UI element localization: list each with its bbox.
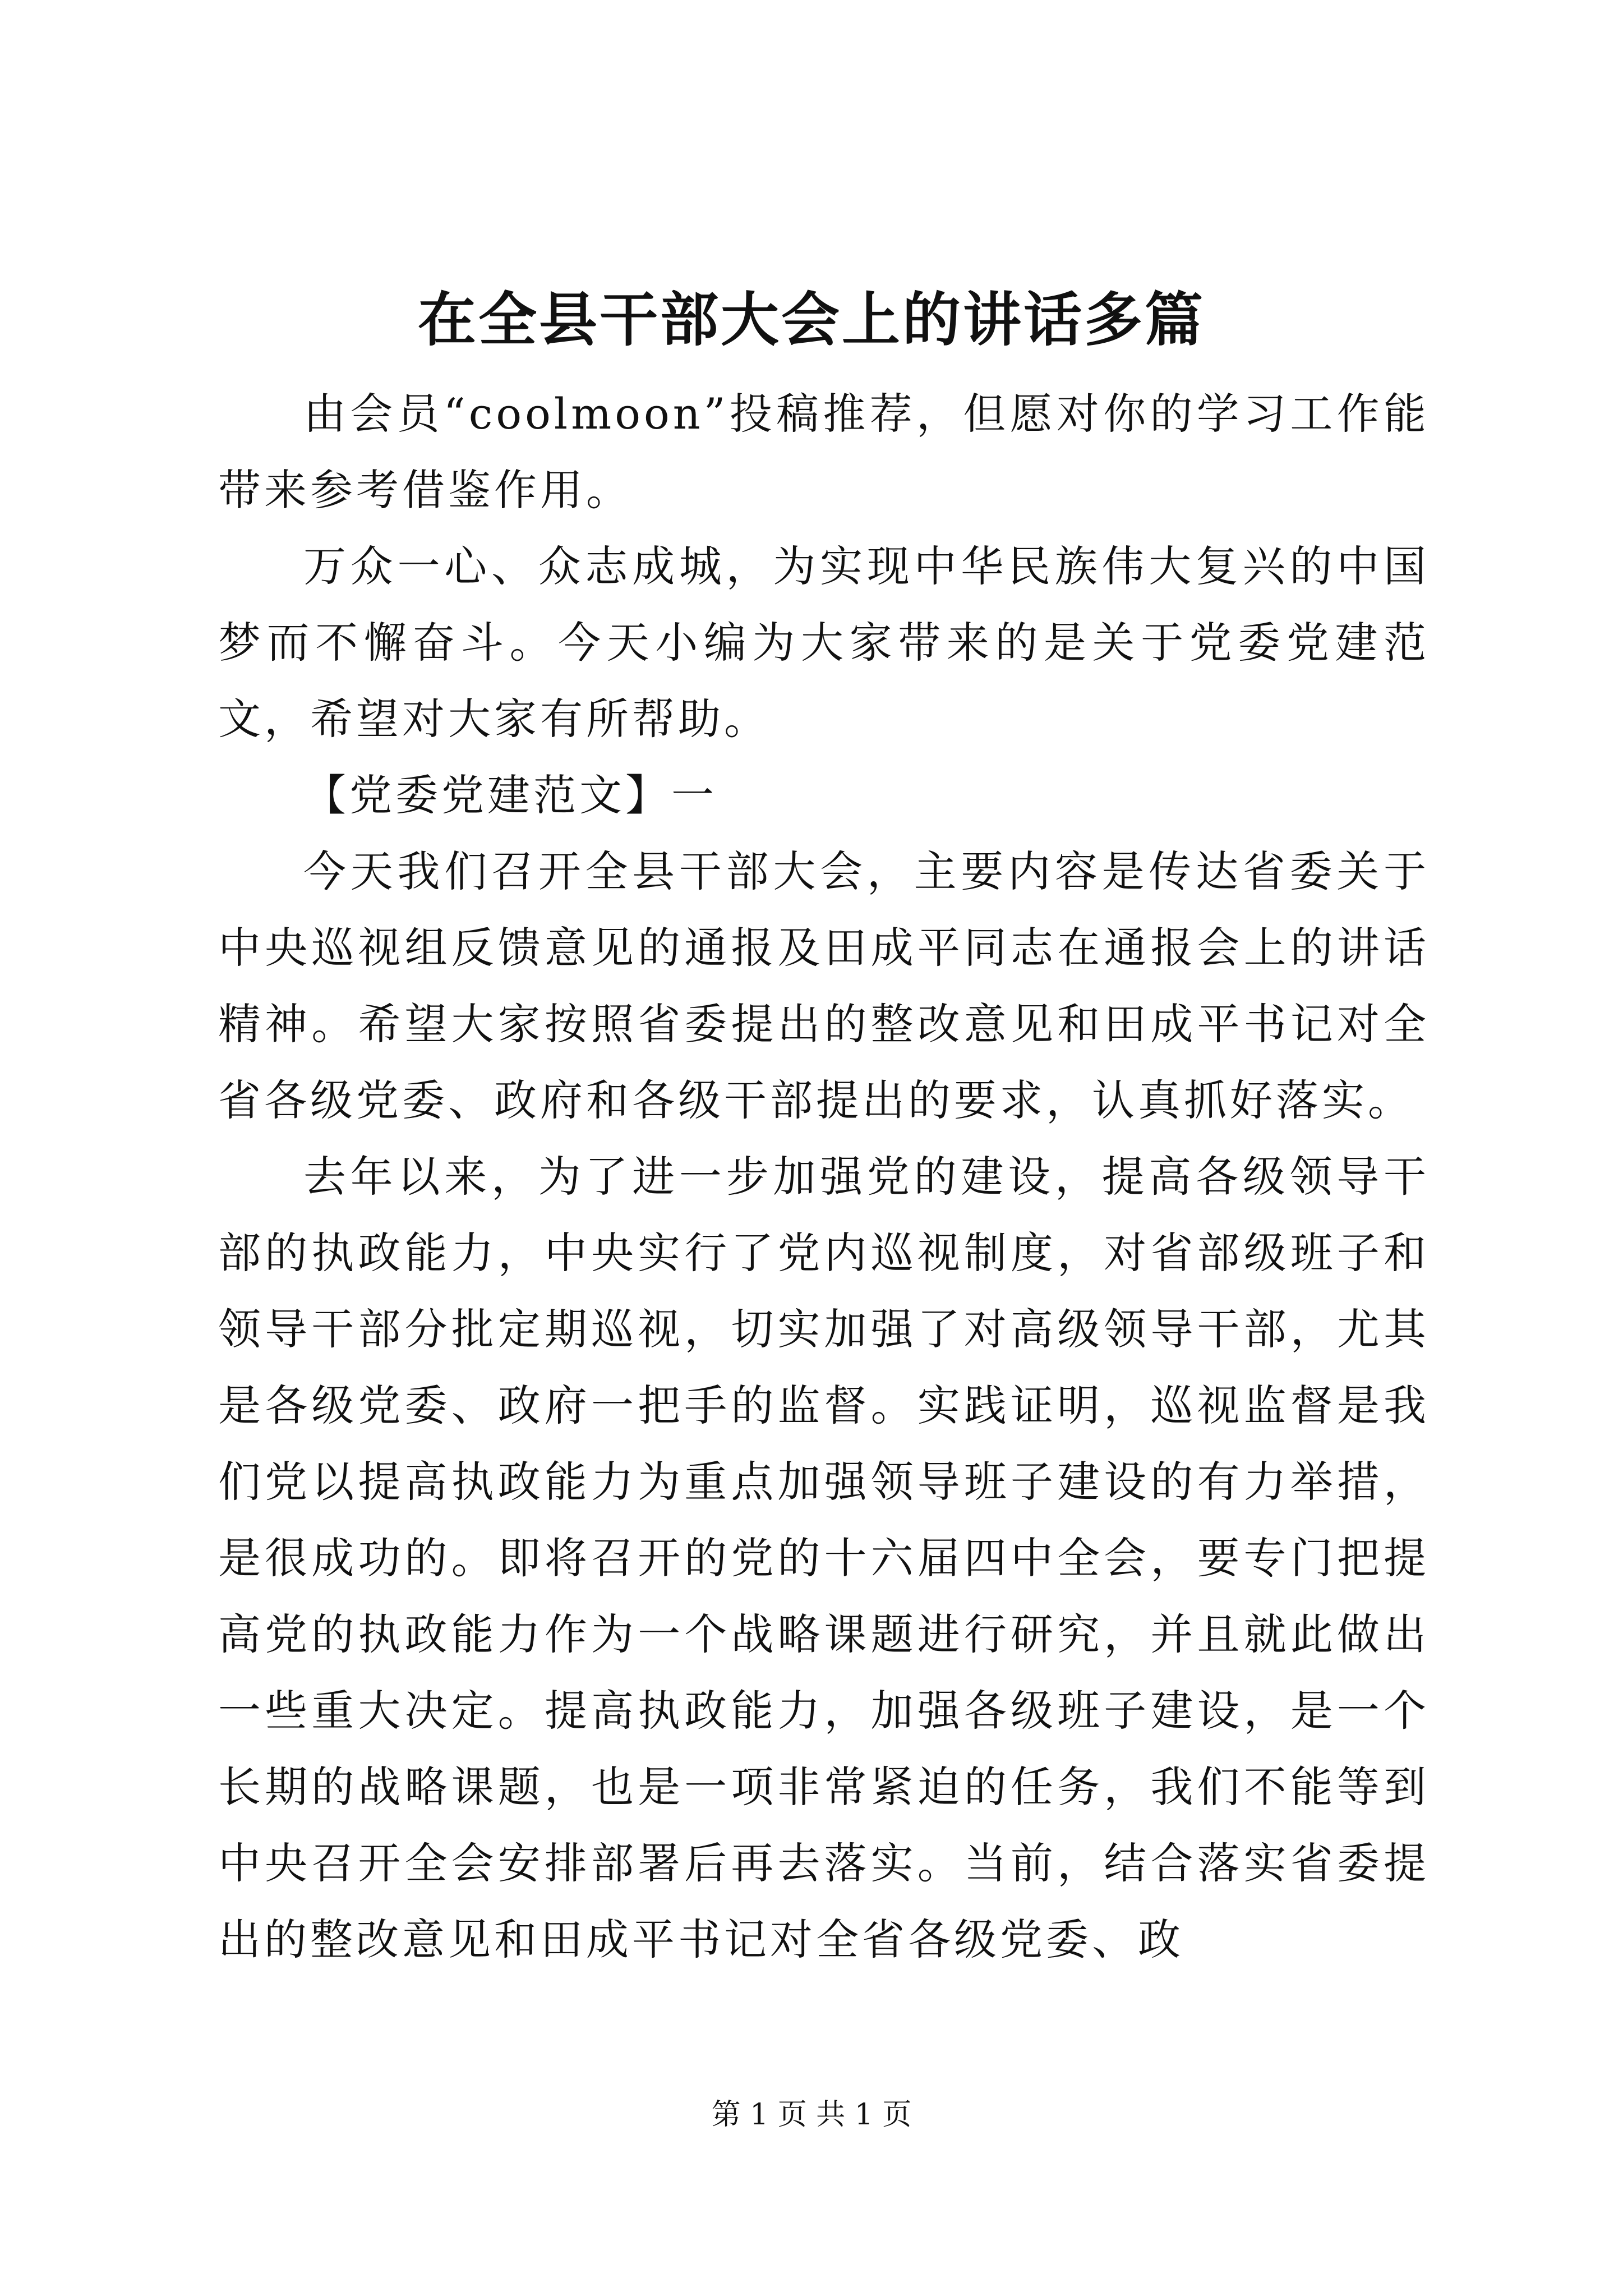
page-footer: 第 1 页 共 1 页 [711,2098,912,2132]
paragraph-inspection: 去年以来，为了进一步加强党的建设，提高各级领导干部的执政能力，中央实行了党内巡视制度，对省部级班子和领导干部分批定期巡视，切实加强了对高级领导干部，尤其是各级党委、政府一把手的监督。实践证明，巡视监督是我们党以提高执政能力为重点加强领导班子建设的有力举措，是很成功的。即将召开的党的十六届四中全会，要专门把提高党的执政能力作为一个战略课题进行研究，并且就此做出一些重大决定。提高执政能力，加强各级班子建设，是一个长期的战略课题，也是一项非常紧迫的任务，我们不能等到中央召开全会安排部署后再去落实。当前，结合落实省委提出的整改意见和田成平书记对全省各级党委、政 [218,1152,1430,1964]
paragraph-preface: 万众一心、众志成城，为实现中华民族伟大复兴的中国梦而不懈奋斗。今天小编为大家带来的是关于党委党建范文，希望对大家有所帮助。 [218,541,1430,744]
document-title: 在全县干部大会上的讲话多篇 [417,285,1205,354]
paragraph-intro: 由会员“coolmoon”投稿推荐，但愿对你的学习工作能带来参考借鉴作用。 [218,389,1430,515]
document-body [218,376,1430,1978]
section-heading: 【党委党建范文】一 [303,770,717,820]
paragraph-meeting: 今天我们召开全县干部大会，主要内容是传达省委关于中央巡视组反馈意见的通报及田成平同志在通报会上的讲话精神。希望大家按照省委提出的整改意见和田成平书记对全省各级党委、政府和各级干部提出的要求，认真抓好落实。 [218,846,1430,1125]
